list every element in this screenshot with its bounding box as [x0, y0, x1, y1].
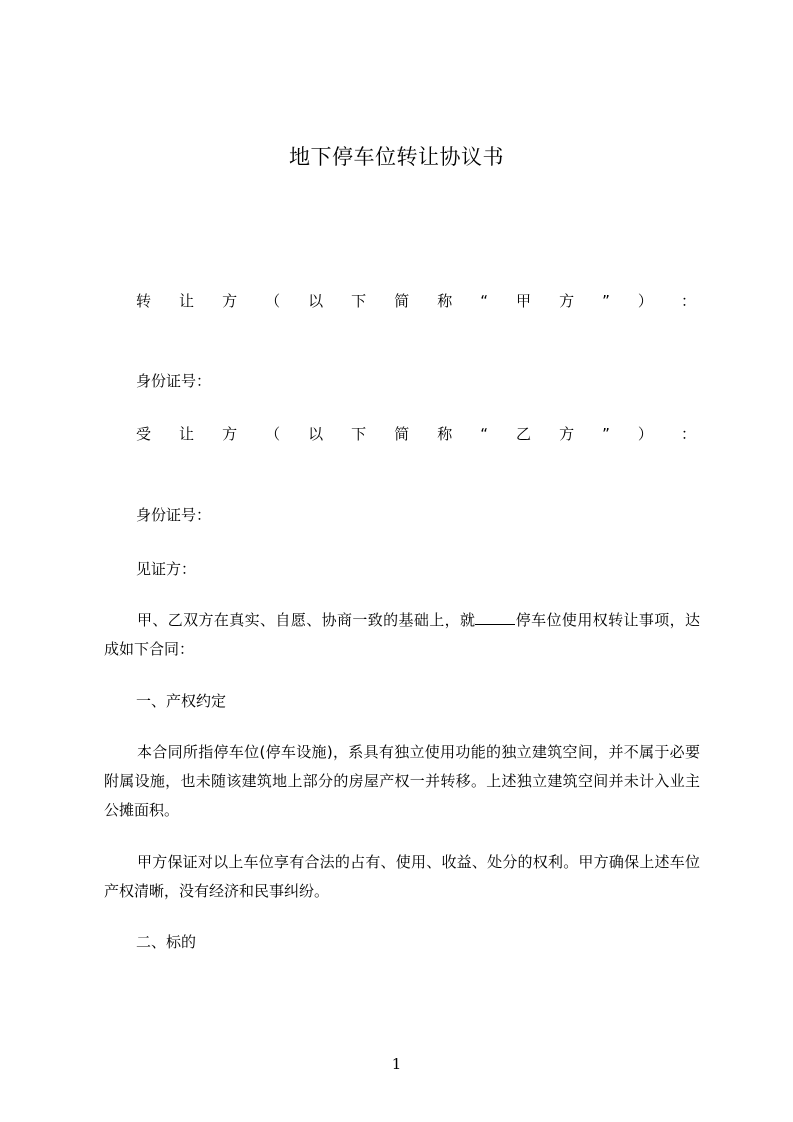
transferee-char: 受	[136, 425, 152, 443]
transferor-char: 以	[308, 292, 324, 310]
transferee-char: ：	[680, 425, 696, 443]
transferee-char: 方	[222, 425, 238, 443]
transferee-char: 简	[394, 425, 410, 443]
transferor-char: 下	[351, 292, 367, 310]
transferee-char: 方	[559, 425, 575, 443]
transferor-char: 甲	[516, 292, 532, 310]
transferor-line	[136, 289, 696, 313]
transferor-char: “	[480, 292, 489, 310]
transferor-char: 简	[394, 292, 410, 310]
section1-paragraph-1: 本合同所指停车位(停车设施)，系具有独立使用功能的独立建筑空间，并不属于必要附属设施，也未随该建筑地上部分的房屋产权一并转移。上述独立建筑空间并未计入业主公摊面积。	[104, 743, 700, 819]
transferor-char: ”	[602, 292, 610, 310]
transferor-char: 方	[559, 292, 575, 310]
intro-text-before: 甲、乙双方在真实、自愿、协商一致的基础上，就	[137, 611, 476, 629]
blank-underline	[475, 609, 515, 625]
section1-paragraph-2: 甲方保证对以上车位享有合法的占有、使用、收益、处分的权利。甲方确保上述车位产权清晰，没有经济和民事纠纷。	[104, 853, 700, 900]
transferee-char: ”	[602, 425, 610, 443]
transferee-char: （	[265, 425, 281, 443]
transferor-char: ）	[637, 292, 653, 310]
transferor-char: 让	[179, 292, 195, 310]
transferee-char: 称	[437, 425, 453, 443]
transferee-char: 以	[308, 425, 324, 443]
transferor-char: ：	[680, 292, 696, 310]
section1-heading: 一、产权约定	[136, 692, 227, 710]
transferor-char: 称	[437, 292, 453, 310]
transferee-char: 乙	[516, 425, 532, 443]
intro-text-after: 停车位使用权转让事项，达成如下合同：	[104, 611, 700, 658]
transferor-id-label: 身份证号：	[136, 372, 212, 390]
transferee-line	[136, 422, 696, 446]
transferor-char: 方	[222, 292, 238, 310]
transferee-char: ）	[637, 425, 653, 443]
transferee-char: 让	[179, 425, 195, 443]
transferee-id-label: 身份证号：	[136, 506, 212, 524]
transferee-char: 下	[351, 425, 367, 443]
witness-label: 见证方：	[136, 560, 197, 578]
page-number: 1	[391, 1055, 402, 1073]
transferor-char: （	[265, 292, 281, 310]
section2-heading: 二、标的	[136, 933, 197, 951]
transferee-char: “	[480, 425, 489, 443]
intro-paragraph	[104, 606, 700, 664]
transferor-char: 转	[136, 292, 152, 310]
document-title: 地下停车位转让协议书	[289, 145, 504, 169]
